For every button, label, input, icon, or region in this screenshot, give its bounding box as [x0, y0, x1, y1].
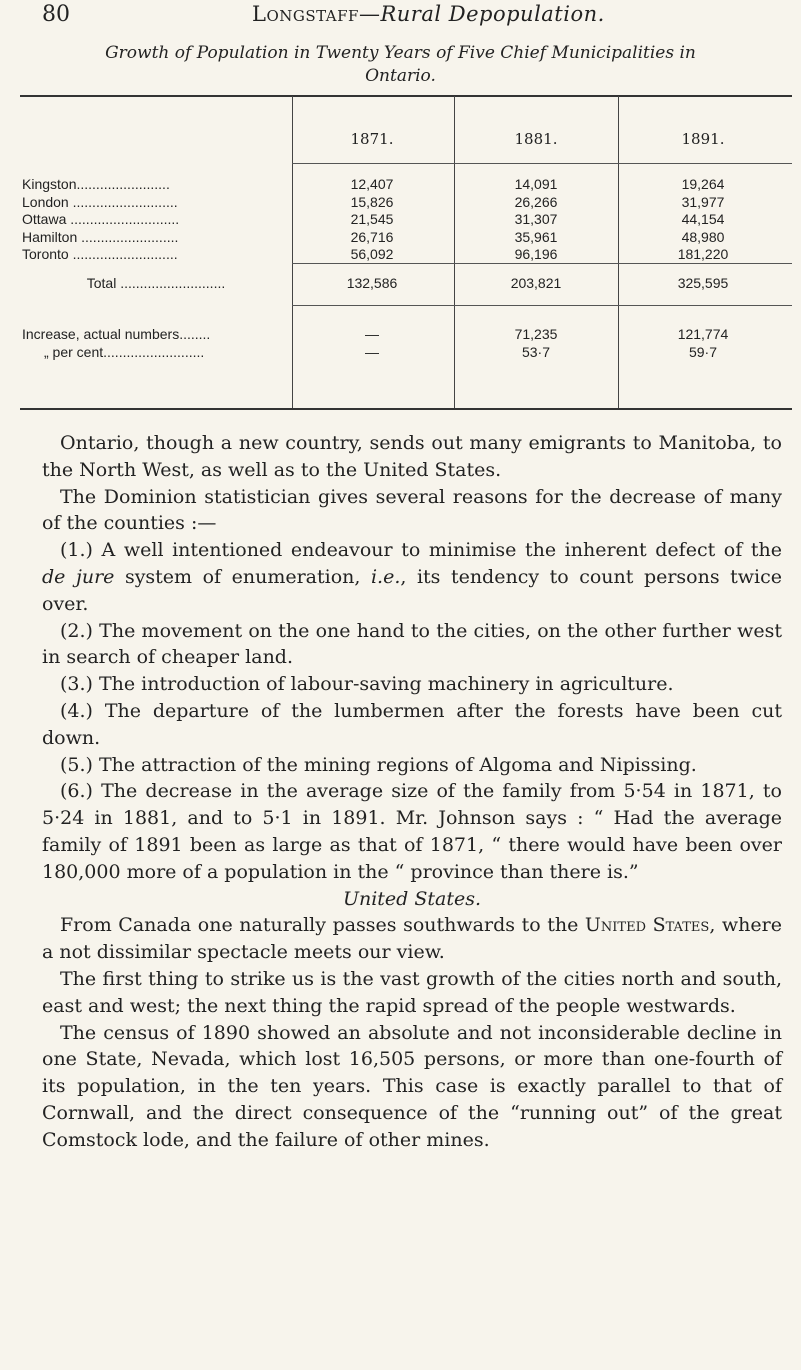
column-divider [618, 96, 619, 408]
cell-increase-actual-1891: 121,774 [677, 326, 729, 342]
running-head [252, 2, 605, 26]
cell-total-1881: 203,821 [510, 275, 562, 291]
cell-increase-actual-1881: 71,235 [514, 326, 558, 342]
cell-kingston-1881: 14,091 [514, 176, 558, 192]
paragraph-reason-5: (5.) The attraction of the mining regions of Algoma and Nipissing. [60, 753, 697, 776]
text-run: (1.) A well intentioned endeavour to minimise the inherent defect of the [60, 539, 782, 562]
cell-total-1891: 325,595 [677, 275, 729, 291]
column-divider [454, 96, 455, 408]
header-rule [292, 163, 792, 164]
cell-london-1881: 26,266 [514, 193, 558, 210]
row-label-increase-percent: „ per cent.......................... [44, 343, 205, 360]
table-caption: Growth of Population in Twenty Years of Five Chief Municipalities in [105, 43, 696, 63]
cell-london-1871: 15,826 [350, 193, 394, 210]
cell-hamilton-1871: 26,716 [350, 228, 394, 245]
increase-rule [292, 305, 792, 306]
cell-toronto-1871: 56,092 [350, 246, 394, 262]
column-header-1871: 1871. [350, 130, 394, 148]
cell-toronto-1891: 181,220 [677, 246, 729, 262]
cell-kingston-1871: 12,407 [350, 176, 394, 192]
small-caps-text: United States [584, 914, 710, 937]
table-top-rule [20, 95, 792, 97]
cell-increase-actual-1871: — [365, 326, 379, 342]
cell-total-1871: 132,586 [346, 275, 398, 291]
section-heading: United States. [342, 887, 482, 910]
column-divider [292, 96, 293, 408]
row-label-london: London ........................... [22, 193, 178, 210]
row-label-increase-actual: Increase, actual numbers........ [22, 326, 211, 342]
table-caption-line-2: Ontario. [365, 66, 436, 86]
column-header-1891: 1891. [681, 130, 725, 148]
row-label-toronto: Toronto ........................... [22, 246, 178, 262]
column-header-1881: 1881. [514, 130, 558, 148]
cell-increase-percent-1891: 59·7 [688, 343, 718, 360]
paragraph [42, 912, 782, 966]
text-run: From Canada one naturally passes southwards to the [60, 914, 585, 937]
paragraph: The census of 1890 showed an absolute and not inconsiderable decline in one State, Nevada, which lost 16,505 persons, or more than one-fourth of its population, in the ten years. This case is exactly parallel to that of Cornwall, and the direct consequence of the “running out” of the great Comstock lode, and the failure of other mines. [42, 1021, 782, 1151]
running-head-author: Longstaff [252, 2, 359, 26]
cell-hamilton-1891: 48,980 [681, 228, 725, 245]
paragraph: The first thing to strike us is the vast growth of the cities north and south, east and west; the next thing the rapid spread of the people westwards. [42, 967, 782, 1017]
row-label-total: Total ........................... [86, 275, 226, 291]
page-number: 80 [42, 2, 70, 27]
row-label-hamilton: Hamilton ......................... [22, 228, 179, 245]
paragraph-reason-6: (6.) The decrease in the average size of the family from 5·54 in 1871, to 5·24 in 1881, and to 5·1 in 1891. Mr. Johnson says : “ Had the average family of 1891 been as large as that of 1871, “ there would have been over 180,000 more of a population in the “ province than there is.” [42, 780, 782, 883]
text-run: system of enumeration, [114, 565, 371, 588]
running-head-title: Rural Depopulation. [380, 2, 605, 26]
running-head-separator: — [358, 2, 381, 26]
text-run: , its tendency to count persons twice over. [42, 565, 783, 615]
paragraph: Ontario, though a new country, sends out many emigrants to Manitoba, to the North West, as well as to the United States. [42, 432, 782, 481]
abbreviation: i.e. [370, 565, 401, 588]
latin-term: de jure [42, 565, 115, 588]
paragraph-reason-4: (4.) The departure of the lumbermen after the forests have been cut down. [42, 699, 782, 749]
cell-ottawa-1871: 21,545 [350, 211, 394, 227]
paragraph-reason-1 [42, 537, 782, 617]
cell-kingston-1891: 19,264 [681, 176, 725, 192]
cell-increase-percent-1881: 53·7 [521, 343, 551, 360]
paragraph: The Dominion statistician gives several reasons for the decrease of many of the counties :— [42, 485, 782, 535]
row-label-ottawa: Ottawa ............................ [22, 211, 180, 227]
body-text [42, 430, 782, 1154]
cell-increase-percent-1871: — [365, 343, 379, 360]
cell-toronto-1881: 96,196 [514, 246, 558, 262]
paragraph-reason-3: (3.) The introduction of labour-saving machinery in agriculture. [60, 673, 674, 696]
text-run: , where a not dissimilar spectacle meets our view. [42, 914, 782, 964]
paragraph-reason-2: (2.) The movement on the one hand to the cities, on the other further west in search of cheaper land. [42, 619, 782, 669]
cell-london-1891: 31,977 [681, 193, 725, 210]
row-label-kingston: Kingston........................ [22, 176, 170, 192]
table-bottom-rule [20, 408, 792, 410]
cell-ottawa-1891: 44,154 [681, 211, 725, 227]
cell-hamilton-1881: 35,961 [514, 228, 558, 245]
cell-ottawa-1881: 31,307 [514, 211, 558, 227]
